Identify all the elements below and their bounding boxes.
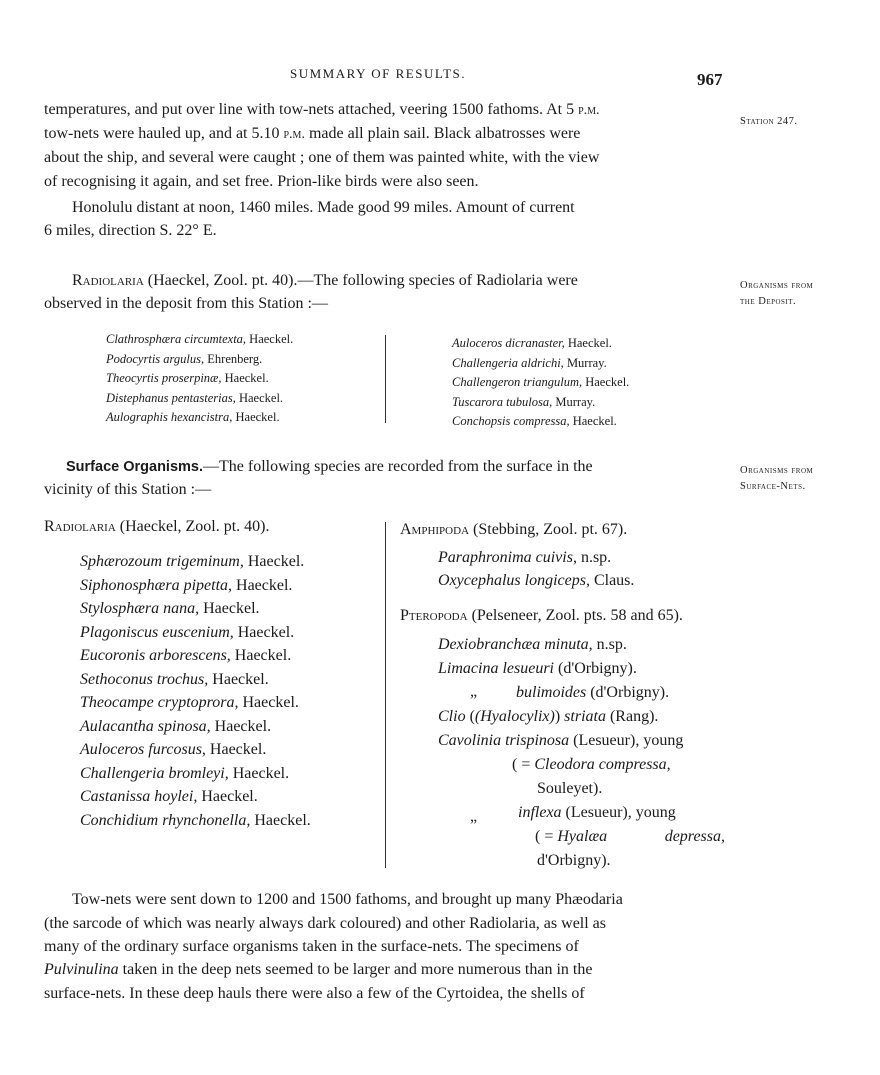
- deposit-species-authority: Haeckel.: [567, 336, 612, 350]
- deposit-species-name: Clathrosphæra circumtexta,: [106, 332, 247, 346]
- amphipoda-head: Amphipoda: [400, 521, 470, 538]
- surface-radiolaria-species-name: Sethoconus trochus,: [80, 670, 209, 688]
- pteropoda-item-1-name: Dexiobranchæa minuta,: [438, 636, 593, 653]
- deposit-list-left: [106, 330, 293, 428]
- pteropoda-item-5-auth: (Lesueur), young: [573, 732, 684, 749]
- deposit-species: [452, 412, 629, 432]
- surface-radiolaria-species-name: Conchidium rhynchonella,: [80, 811, 251, 829]
- pteropoda-item-4-auth: (Rang).: [609, 708, 659, 725]
- pteropoda-item-4-subgenus: (Hyalocylix): [474, 708, 555, 725]
- deposit-species: [452, 373, 629, 393]
- closing-line-5: surface-nets. In these deep hauls there were also a few of the Cyrtoidea, the shells of: [44, 985, 585, 1002]
- closing-line-4: [44, 961, 592, 979]
- page-number: 967: [697, 70, 723, 89]
- surface-radiolaria-species-name: Theocampe cryptoprora,: [80, 694, 239, 711]
- margin-note-surface-1: Organisms from: [740, 465, 814, 476]
- amphipoda-item-2-name: Oxycephalus longiceps,: [438, 572, 590, 589]
- surface-radiolaria-species: [80, 809, 311, 833]
- margin-note-deposit-2: the Deposit.: [740, 296, 797, 307]
- surface-radiolaria-species-authority: Haeckel.: [234, 647, 292, 664]
- pteropoda-item-3-auth: (d'Orbigny).: [590, 684, 670, 701]
- deposit-species-authority: Murray.: [555, 394, 596, 409]
- surface-radiolaria-heading: [44, 518, 270, 536]
- surface-radiolaria-species: [80, 597, 311, 621]
- intro-line-4: of recognising it again, and set free. Prion-like birds were also seen.: [44, 173, 479, 190]
- pteropoda-item-6-name: inflexa: [518, 804, 562, 821]
- pteropoda-heading: [400, 607, 683, 625]
- intro-line-2: tow-nets were hauled up, and at 5.10 p.m. made all plain sail. Black albatrosses were: [44, 125, 581, 142]
- deposit-species-name: Theocyrtis proserpinæ,: [106, 371, 222, 385]
- pteropoda-item-4-genus: Clio: [438, 708, 466, 725]
- surface-column-rule: [385, 522, 386, 868]
- amphipoda-item-2-auth: Claus.: [593, 572, 635, 589]
- pteropoda-item-6-synonym-genus: Hyalæa: [557, 828, 608, 845]
- closing-line-4-rest: taken in the deep nets seemed to be larger and more numerous than in the: [118, 961, 593, 978]
- amphipoda-item-2: [438, 569, 634, 593]
- surface-radiolaria-species-name: Eucoronis arborescens,: [80, 647, 231, 664]
- surface-radiolaria-species: [80, 785, 311, 809]
- pteropoda-item-5-name: Cavolinia trispinosa: [438, 732, 570, 749]
- deposit-species: [106, 369, 293, 389]
- surface-radiolaria-species: [80, 762, 311, 786]
- surface-radiolaria-species-authority: Haeckel.: [201, 788, 258, 805]
- surface-radiolaria-species: [80, 668, 311, 692]
- deposit-species-name: Challengeria aldrichi,: [452, 355, 564, 370]
- deposit-species: [452, 393, 629, 413]
- pteropoda-item-6-synonym-species: depressa,: [664, 828, 725, 845]
- intro-line-5: Honolulu distant at noon, 1460 miles. Made good 99 miles. Amount of current: [72, 199, 575, 216]
- pteropoda-ditto-1: „: [470, 683, 478, 700]
- surface-radiolaria-list: [80, 550, 311, 832]
- surface-radiolaria-species-authority: Haeckel.: [203, 600, 260, 617]
- surface-radiolaria-species-authority: Haeckel.: [236, 576, 293, 594]
- intro-line-1: temperatures, and put over line with tow-nets attached, veering 1500 fathoms. At 5 p.m.: [44, 101, 600, 118]
- surface-radiolaria-species-name: Auloceros furcosus,: [80, 741, 206, 758]
- surface-radiolaria-ref: (Haeckel, Zool. pt. 40).: [119, 518, 270, 535]
- surface-intro-rest: —The following species are recorded from the surface in the: [203, 458, 593, 475]
- surface-radiolaria-species-authority: Haeckel.: [242, 694, 299, 711]
- intro-line-6: 6 miles, direction S. 22° E.: [44, 222, 217, 239]
- surface-radiolaria-species-name: Siphonosphæra pipetta,: [80, 576, 233, 594]
- deposit-species-authority: Haeckel.: [249, 332, 294, 346]
- surface-radiolaria-species: [80, 738, 311, 762]
- pteropoda-item-3-name: bulimoides: [516, 684, 587, 701]
- pteropoda-item-4: Clio ((Hyalocylix)) striata (Rang).: [438, 708, 659, 725]
- closing-line-2: (the sarcode of which was nearly always dark coloured) and other Radiolaria, as well as: [44, 915, 607, 932]
- deposit-species: [106, 389, 293, 409]
- pteropoda-ditto-2: „: [470, 808, 478, 825]
- deposit-species-name: Podocyrtis argulus,: [106, 351, 205, 366]
- deposit-intro-rest: (Haeckel, Zool. pt. 40).—The following species of Radiolaria were: [147, 272, 578, 289]
- deposit-species: [452, 354, 629, 374]
- deposit-species: [106, 350, 293, 370]
- pteropoda-item-4-species: striata: [564, 708, 606, 725]
- deposit-species-name: Distephanus pentasterias,: [106, 390, 236, 405]
- surface-radiolaria-species-authority: Haeckel.: [214, 717, 272, 735]
- deposit-intro-line-2: observed in the deposit from this Station :—: [44, 295, 328, 312]
- amphipoda-heading: [400, 521, 627, 539]
- deposit-species-authority: Haeckel.: [238, 390, 284, 405]
- pteropoda-item-2-auth: (d'Orbigny).: [558, 660, 637, 677]
- pteropoda-item-1: [438, 633, 627, 657]
- deposit-species-name: Conchopsis compressa,: [452, 414, 570, 428]
- deposit-intro-line-1: [72, 272, 578, 290]
- surface-radiolaria-species: [80, 715, 311, 739]
- surface-radiolaria-species-authority: Haeckel.: [209, 741, 267, 758]
- pteropoda-item-5-synonym-auth: Souleyet).: [537, 780, 603, 797]
- pteropoda-item-6-auth: (Lesueur), young: [565, 804, 676, 821]
- surface-radiolaria-species: [80, 621, 311, 645]
- pteropoda-item-6-synonym-auth: d'Orbigny).: [537, 852, 611, 869]
- surface-radiolaria-species: [80, 691, 311, 715]
- deposit-species-name: Auloceros dicranaster,: [452, 336, 565, 350]
- deposit-species-authority: Haeckel.: [235, 410, 280, 424]
- deposit-species: [106, 408, 293, 428]
- margin-note-station: Station 247.: [740, 116, 798, 127]
- pteropoda-item-5: [438, 729, 683, 753]
- pteropoda-item-5-eq: ( =: [512, 756, 535, 773]
- surface-radiolaria-species: [80, 574, 311, 598]
- deposit-species: [452, 334, 629, 354]
- deposit-species-name: Challengeron triangulum,: [452, 375, 583, 389]
- pteropoda-item-2: [438, 657, 637, 681]
- margin-note-deposit-1: Organisms from: [740, 280, 814, 291]
- pteropoda-item-6-synonym: [535, 825, 725, 849]
- surface-radiolaria-species-name: Stylosphæra nana,: [80, 600, 200, 617]
- surface-radiolaria-species: [80, 550, 311, 574]
- pteropoda-item-2-name: Limacina lesueuri: [438, 660, 554, 677]
- surface-organisms-head: Surface Organisms.: [66, 459, 203, 475]
- surface-intro-line-1: [66, 458, 593, 476]
- pteropoda-item-6-eq: ( =: [535, 828, 558, 845]
- deposit-species-name: Tuscarora tubulosa,: [452, 394, 553, 409]
- surface-intro-line-2: vicinity of this Station :—: [44, 481, 212, 498]
- amphipoda-item-1-name: Paraphronima cuivis,: [438, 549, 577, 566]
- pteropoda-head: Pteropoda: [400, 607, 468, 624]
- surface-radiolaria-species-name: Sphærozoum trigeminum,: [80, 553, 244, 570]
- pteropoda-item-5-synonym: [512, 753, 671, 777]
- surface-radiolaria-species-name: Castanissa hoylei,: [80, 788, 198, 805]
- deposit-species-authority: Murray.: [566, 355, 607, 370]
- running-title: SUMMARY OF RESULTS.: [290, 66, 467, 81]
- surface-radiolaria-head: Radiolaria: [44, 518, 116, 535]
- closing-pulvinulina: Pulvinulina: [44, 961, 119, 978]
- deposit-column-rule: [385, 335, 386, 423]
- margin-note-surface-2: Surface-Nets.: [740, 481, 806, 492]
- surface-radiolaria-species-authority: Haeckel.: [237, 623, 295, 641]
- deposit-species-authority: Haeckel.: [585, 375, 630, 389]
- surface-radiolaria-species-name: Plagoniscus euscenium,: [80, 623, 234, 641]
- deposit-list-right: [452, 334, 629, 432]
- surface-radiolaria-species-authority: Haeckel.: [212, 670, 269, 688]
- deposit-species: [106, 330, 293, 350]
- deposit-species-authority: Ehrenberg.: [207, 351, 263, 366]
- surface-radiolaria-species-authority: Haeckel.: [254, 811, 311, 829]
- deposit-radiolaria-head: Radiolaria: [72, 272, 144, 289]
- pteropoda-ref: (Pelseneer, Zool. pts. 58 and 65).: [471, 607, 683, 624]
- surface-radiolaria-species-authority: Haeckel.: [247, 553, 305, 570]
- amphipoda-ref: (Stebbing, Zool. pt. 67).: [473, 521, 628, 538]
- pteropoda-item-6: [518, 801, 676, 825]
- deposit-species-authority: Haeckel.: [224, 371, 269, 385]
- surface-radiolaria-species-name: Aulacantha spinosa,: [80, 717, 211, 735]
- closing-line-1: Tow-nets were sent down to 1200 and 1500 fathoms, and brought up many Phæodaria: [72, 891, 623, 908]
- surface-radiolaria-species-name: Challengeria bromleyi,: [80, 764, 229, 782]
- surface-radiolaria-species-authority: Haeckel.: [232, 764, 290, 782]
- deposit-species-authority: Haeckel.: [572, 414, 617, 428]
- amphipoda-item-1-auth: n.sp.: [580, 549, 612, 566]
- pteropoda-item-3: [516, 681, 669, 705]
- pteropoda-item-1-auth: n.sp.: [596, 636, 627, 653]
- intro-line-3: about the ship, and several were caught ; one of them was painted white, with the view: [44, 149, 600, 166]
- amphipoda-item-1: [438, 546, 611, 570]
- deposit-species-name: Aulographis hexancistra,: [106, 410, 233, 424]
- surface-radiolaria-species: [80, 644, 311, 668]
- pteropoda-item-5-synonym-name: Cleodora compressa,: [534, 756, 671, 773]
- closing-line-3: many of the ordinary surface organisms taken in the surface-nets. The specimens of: [44, 938, 579, 955]
